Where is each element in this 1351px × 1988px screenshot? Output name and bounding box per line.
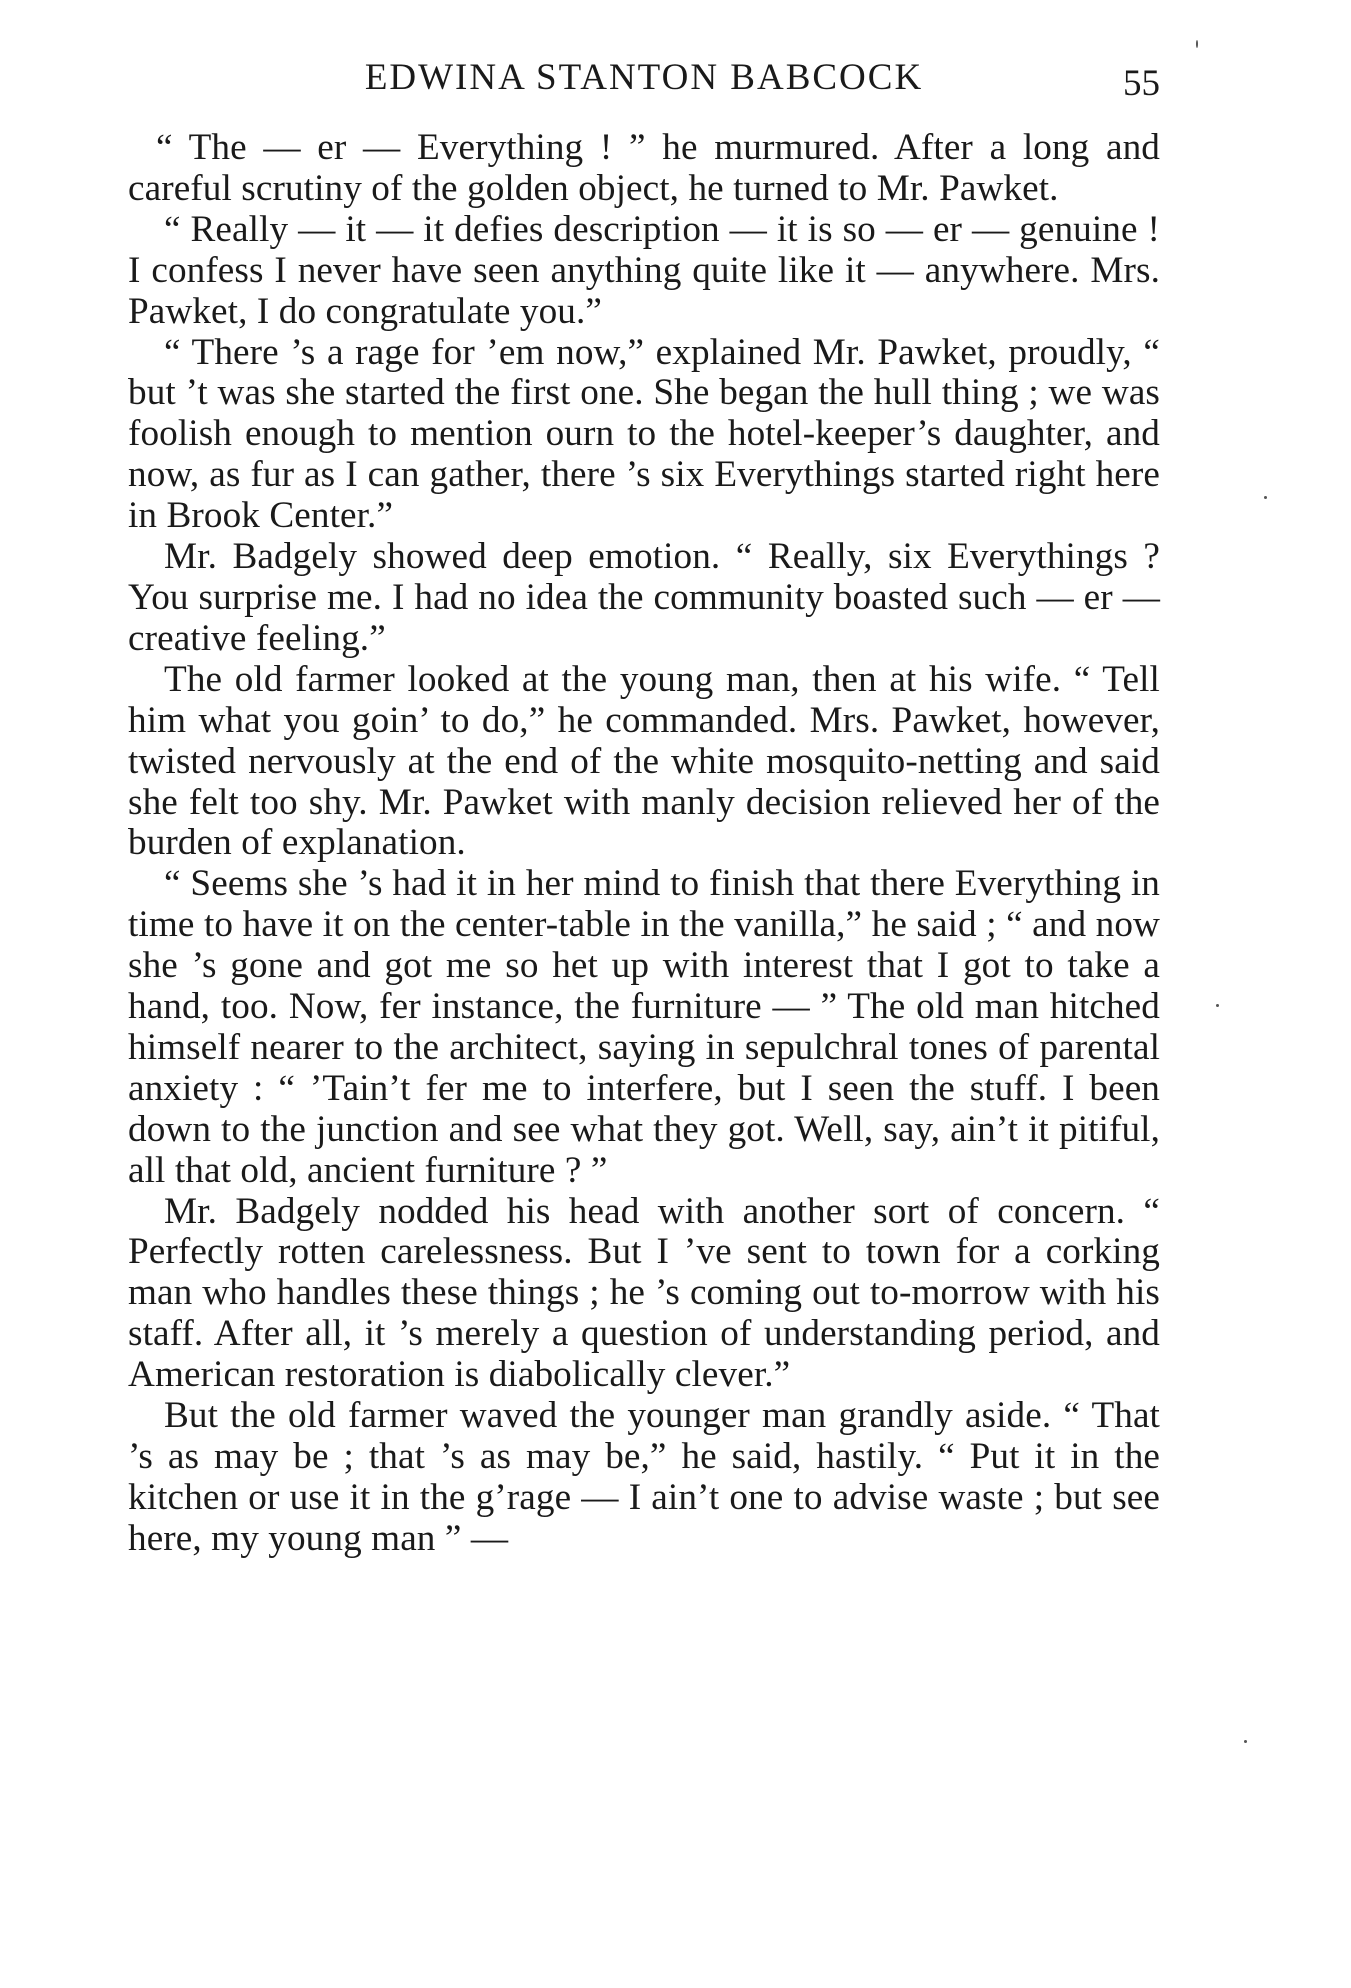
running-head — [128, 48, 1160, 108]
paragraph: “ The — er — Everything ! ” he murmured. After a long and careful scrutiny of the golden object, he turned to Mr. Pawket. — [128, 127, 1160, 209]
paragraph: Mr. Badgely nodded his head with another sort of concern. “ Perfectly rotten carelessness. But I ’ve sent to town for a corking man who handles these things ; he ’s coming out to-morrow with his staff. After all, it ’s merely a question of understanding period, and American restoration is diabolically clever.” — [128, 1190, 1160, 1396]
scan-speck — [1196, 40, 1198, 48]
paragraph: “ Seems she ’s had it in her mind to finish that there Everything in time to have it on the center-table in the vanilla,” he said ; “ and now she ’s gone and got me so het up with interest that I got to take a hand, too. Now, fer instance, the furniture — ” The old man hitched himself nearer to the architect, saying in sepulchral tones of parental anxiety : “ ’Tain’t fer me to interfere, but I seen the stuff. I been down to the junction and see what they got. Well, say, ain’t it pitiful, all that old, ancient furniture ? ” — [128, 863, 1160, 1191]
paragraph: The old farmer looked at the young man, then at his wife. “ Tell him what you goin’ to do,” he commanded. Mrs. Pawket, however, twisted nervously at the end of the white mosquito-netting and said she felt too shy. Mr. Pawket with manly decision relieved her of the burden of explanation. — [128, 658, 1160, 864]
page-number: 55 — [1123, 63, 1160, 104]
text-body — [128, 128, 1160, 1560]
running-title: EDWINA STANTON BABCOCK — [364, 57, 924, 98]
paragraph: But the old farmer waved the younger man grandly aside. “ That ’s as may be ; that ’s as may be,” he said, hastily. “ Put it in the kitchen or use it in the g’rage — I ain’t one to advise waste ; but see here, my young man ” — — [128, 1395, 1160, 1559]
paragraph: “ Really — it — it defies description — it is so — er — genuine ! I confess I never have seen anything quite like it — anywhere. Mrs. Pawket, I do congratulate you.” — [128, 208, 1160, 332]
scan-speck — [1216, 1004, 1219, 1007]
scan-speck — [1244, 1740, 1247, 1743]
paragraph: “ There ’s a rage for ’em now,” explained Mr. Pawket, proudly, “ but ’t was she started the first one. She began the hull thing ; we was foolish enough to mention ourn to the hotel-keeper’s daughter, and now, as fur as I can gather, there ’s six Everythings started right here in Brook Center.” — [128, 331, 1160, 537]
paragraph: Mr. Badgely showed deep emotion. “ Really, six Everythings ? You surprise me. I had no idea the community boasted such — er — creative feeling.” — [128, 536, 1160, 659]
scan-speck — [1264, 496, 1267, 499]
